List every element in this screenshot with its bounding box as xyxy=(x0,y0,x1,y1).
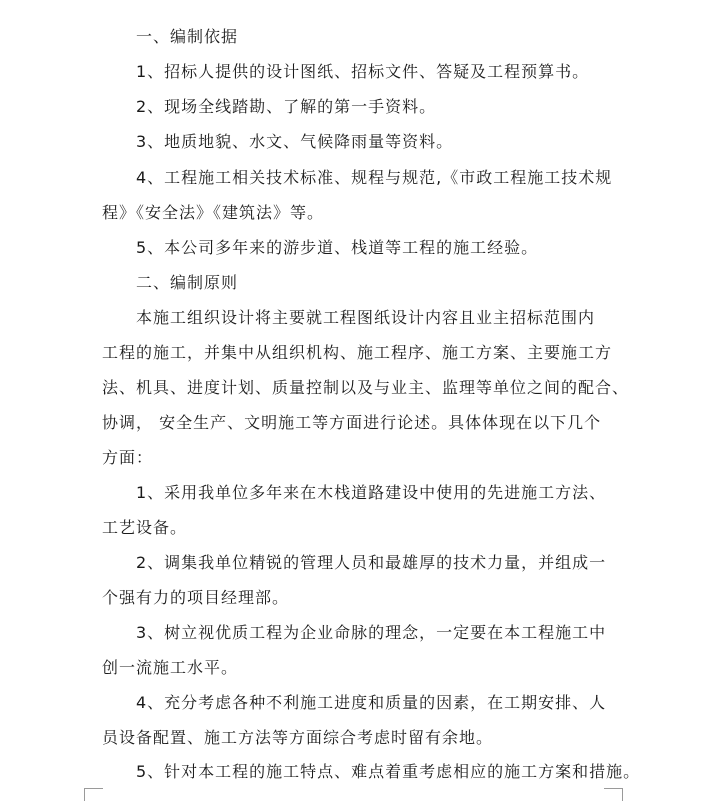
principle-item-2-line-1: 2、调集我单位精锐的管理人员和最雄厚的技术力量，并组成一 xyxy=(136,553,607,572)
page-corner-mark-right xyxy=(604,788,623,801)
basis-item-3: 3、地质地貌、水文、气候降雨量等资料。 xyxy=(136,132,454,151)
principles-paragraph-line-2: 工程的施工，并集中从组织机构、施工程序、施工方案、主要施工方 xyxy=(102,343,613,362)
principle-item-4-line-1: 4、充分考虑各种不利施工进度和质量的因素，在工期安排、人 xyxy=(136,693,607,712)
principle-item-3-line-2: 创一流施工水平。 xyxy=(102,658,239,677)
basis-item-4-line-2: 程》《安全法》《建筑法》等。 xyxy=(102,203,325,222)
principle-item-1-line-2: 工艺设备。 xyxy=(102,518,188,537)
principle-item-4-line-2: 员设备配置、施工方法等方面综合考虑时留有余地。 xyxy=(102,728,494,747)
basis-item-2: 2、现场全线踏勘、了解的第一手资料。 xyxy=(136,97,437,116)
principles-paragraph-line-1: 本施工组织设计将主要就工程图纸设计内容且业主招标范围内 xyxy=(136,308,596,327)
page-corner-mark-left xyxy=(84,788,103,801)
principle-item-5: 5、针对本工程的施工特点、难点着重考虑相应的施工方案和措施。 xyxy=(136,762,641,781)
principles-paragraph-line-3: 法、机具、进度计划、质量控制以及与业主、监理等单位之间的配合、 xyxy=(102,378,630,397)
principles-paragraph-line-4: 协调， 安全生产、文明施工等方面进行论述。具体体现在以下几个 xyxy=(102,413,602,432)
principle-item-1-line-1: 1、采用我单位多年来在木栈道路建设中使用的先进施工方法、 xyxy=(136,483,607,502)
basis-item-5: 5、本公司多年来的游步道、栈道等工程的施工经验。 xyxy=(136,238,539,257)
principle-item-3-line-1: 3、树立视优质工程为企业命脉的理念，一定要在本工程施工中 xyxy=(136,623,607,642)
heading-principles: 二、编制原则 xyxy=(136,273,239,292)
heading-basis: 一、编制依据 xyxy=(136,27,239,46)
basis-item-1: 1、招标人提供的设计图纸、招标文件、答疑及工程预算书。 xyxy=(136,62,590,81)
principles-paragraph-line-5: 方面： xyxy=(102,448,154,467)
principle-item-2-line-2: 个强有力的项目经理部。 xyxy=(102,588,290,607)
basis-item-4-line-1: 4、工程施工相关技术标准、规程与规范,《市政工程施工技术规 xyxy=(136,168,613,187)
